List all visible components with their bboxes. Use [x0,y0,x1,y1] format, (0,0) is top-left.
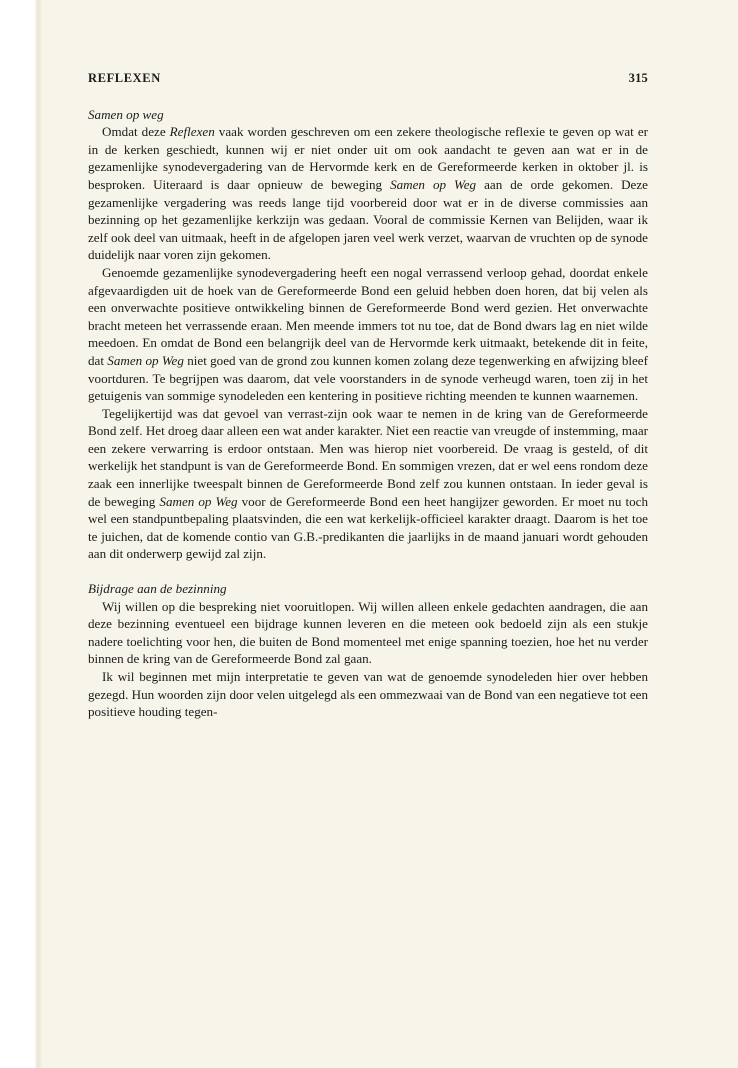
italic-text-run: Samen op Weg [159,493,238,509]
section-samen-op-weg [88,106,648,563]
section-title: Samen op weg [88,106,164,122]
paragraph [88,405,648,563]
section-bijdrage [88,580,648,721]
text-run: aan de orde gekomen. Deze gezamenlijke vergadering was reeds lange tijd voorbereid door wat er in de diverse commissies aan bezinning op het gezamenlijke kerkzijn was gedaan. Vooral de commissie Kernen van Belijden, waar ik zelf ook deel van uitmaak, heeft in de afgelopen jaren veel werk verzet, waarvan de vruchten op de synode duidelijk naar voren zijn gekomen. [88,176,648,263]
italic-text-run: Samen op Weg [107,352,184,368]
text-run: Ik wil beginnen met mijn interpretatie te geven van wat de genoemde synodeleden hier over hebben gezegd. Hun woorden zijn door velen uitgelegd als een ommezwaai van de Bond van een negatieve tot een positieve houding tegen- [88,669,648,720]
section-body [88,123,648,563]
paragraph [88,123,648,264]
italic-text-run: Samen op Weg [390,176,477,192]
paragraph [88,668,648,721]
text-run: niet goed van de grond zou kunnen komen zolang deze tegenwerking en afwijzing bleef voortduren. Te begrijpen was daarom, dat vele voorstanders in de synode verheugd waren, toen zij in het getuigenis van sommige synodeleden een kentering in positieve richting meenden te kunnen waarnemen. [88,352,648,404]
section-title: Bijdrage aan de bezinning [88,581,227,597]
running-head: REFLEXEN [88,71,161,85]
text-run: voor de Gereformeerde Bond een heet hangijzer geworden. Er moet nu toch wel een standpuntbepaling plaatsvinden, die een wat kerkelijk-officieel karakter draagt. Daarom is het toe te juichen, dat de komende contio van G.B.-predikanten die jaarlijks in de maand januari wordt gehouden aan dit onderwerp gewijd zal zijn. [88,493,649,562]
paragraph [88,598,648,668]
text-run: Tegelijkertijd was dat gevoel van verrast-zijn ook waar te nemen in de kring van de Gereformeerde Bond zelf. Het droeg daar alleen een wat ander karakter. Niet een reactie van vreugde of instemming, maar een zekere verwarring is erdoor ontstaan. Men was hierop niet voorbereid. De vraag is gesteld, of dit werkelijk het standpunt is van de Gereformeerde Bond. En sommigen vrezen, dat er wel eens rondom deze zaak een innerlijke tweespalt binnen de Gereformeerde Bond zelf zou kunnen ontstaan. In ieder geval is de beweging [88,405,648,509]
paragraph [88,264,648,405]
section-spacer [88,563,648,580]
text-run: Wij willen op die bespreking niet vooruitlopen. Wij willen alleen enkele gedachten aandragen, die aan deze bezinning eventueel een bijdrage kunnen leveren en die meteen ook bedoeld zijn als een stukje nadere toelichting voor hen, die buiten de Bond momenteel met enige spanning toezien, hoe het nu verder binnen de kring van de Gereformeerde Bond zal gaan. [88,598,648,667]
page-binding-edge [0,0,42,1068]
section-body [88,598,648,721]
text-run: Genoemde gezamenlijke synodevergadering heeft een nogal verrassend verloop gehad, doordat enkele afgevaardigden uit de hoek van de Gereformeerde Bond een geluid hebben doen horen, dat bij velen als een onverwachte positieve ontwikkeling binnen de Gereformeerde Bond werd gezien. Het onverwachte bracht meteen het verrassende eraan. Men meende immers tot nu toe, dat de Bond dwars lag en niet wilde meedoen. En omdat de Bond een belangrijk deel van de Hervormde kerk uitmaakt, betekende dit in feite, dat [88,264,648,368]
page-number: 315 [628,71,648,85]
text-run: Omdat deze [102,124,170,140]
text-run: vaak worden geschreven om een zekere theologische reflexie te geven op wat er in de kerken geschiedt, kunnen wij er niet onder uit om ook aandacht te geven aan wat er in de gezamenlijke synodevergadering van de Hervormde kerk en de Gereformeerde kerken in oktober jl. is besproken. Uiteraard is daar opnieuw de beweging [88,124,648,192]
page-content [88,70,648,721]
page-header [88,70,648,88]
italic-text-run: Reflexen [169,124,215,140]
